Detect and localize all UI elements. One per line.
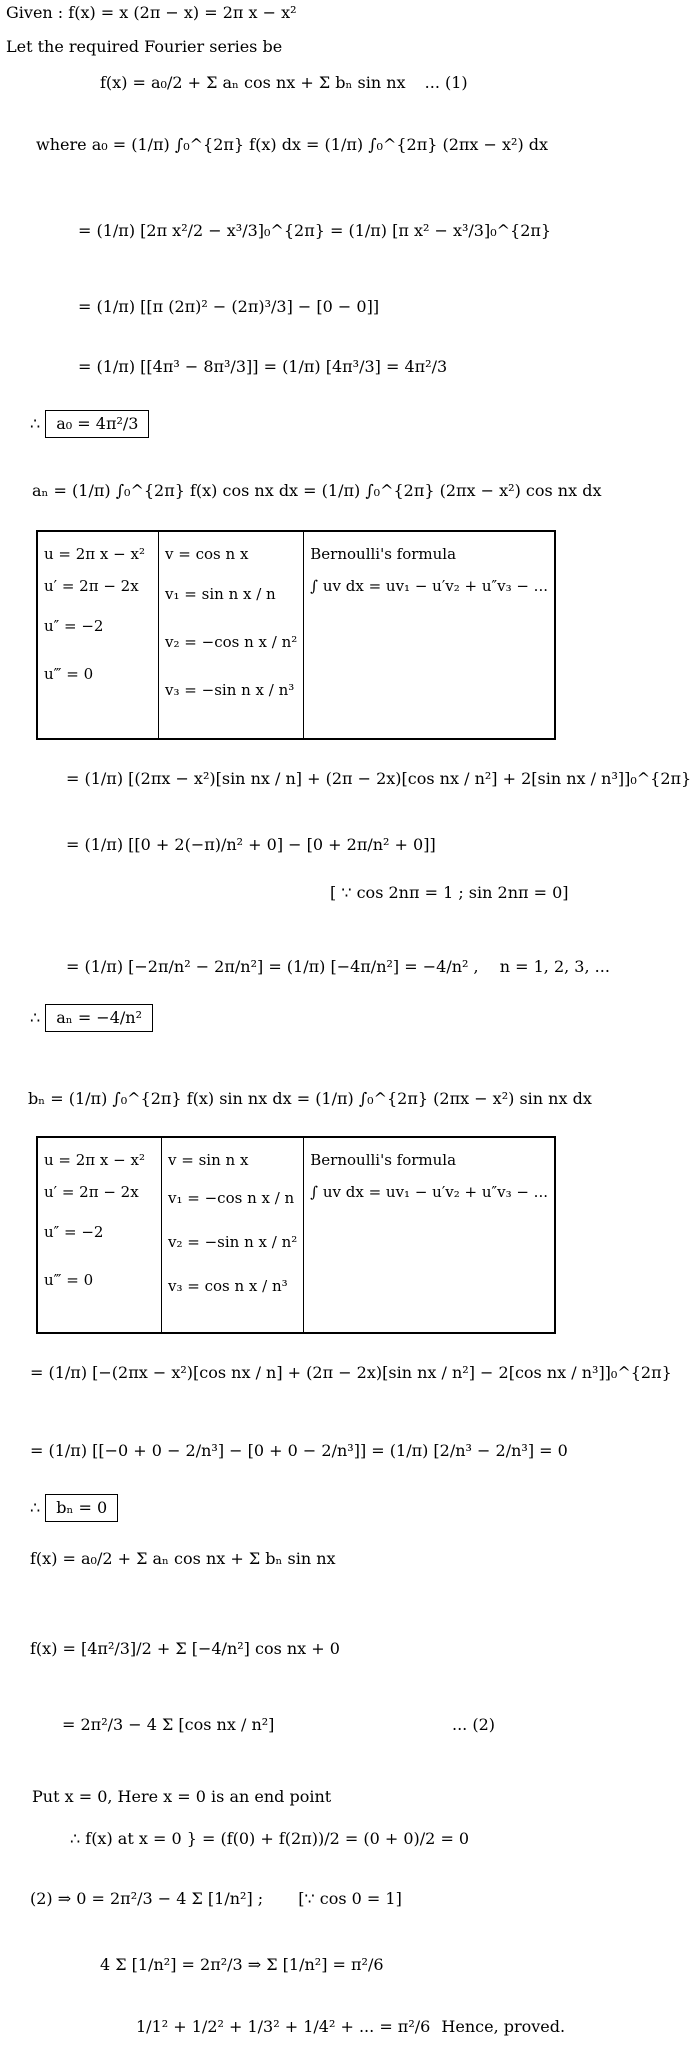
- sub-eq-3-text: = 2π²/3 − 4 Σ [cos nx / n²]: [62, 1715, 275, 1734]
- an-step-1-text: = (1/π) [(2πx − x²)[sin nx / n] + (2π − 2x)[cos nx / n²] + 2[sin nx / n³]]₀^{2π}: [66, 769, 691, 788]
- an-result: [30, 1004, 153, 1032]
- bern-bn-u3: u‴ = 0: [44, 1271, 94, 1289]
- bern-an-v1: v₁ = sin n x / n: [165, 585, 276, 603]
- series-substitution-1: [30, 1550, 336, 1568]
- put-x-text: Put x = 0, Here x = 0 is an end point: [32, 1787, 332, 1806]
- bernoulli-table-an: [36, 530, 556, 740]
- a0-step-3-text: = (1/π) [[4π³ − 8π³/3]] = (1/π) [4π³/3] = 4π²/3: [78, 357, 448, 376]
- bn-step-2: [30, 1442, 568, 1460]
- an-def-text: aₙ = (1/π) ∫₀^{2π} f(x) cos nx dx = (1/π) ∫₀^{2π} (2πx − x²) cos nx dx: [32, 481, 602, 500]
- bn-definition: [28, 1090, 592, 1108]
- an-step-3-text: = (1/π) [−2π/n² − 2π/n²] = (1/π) [−4π/n²] = −4/n² ,: [66, 957, 479, 976]
- bern-bn-title: Bernoulli's formula: [310, 1151, 457, 1169]
- bern-an-formula-column: [304, 531, 555, 739]
- intro-text: Let the required Fourier series be: [6, 37, 283, 56]
- therefore-symbol: ∴: [30, 414, 46, 433]
- endpoint-eq-text: f(x) at x = 0 } = (f(0) + f(2π))/2 = (0 + 0)/2 = 0: [85, 1829, 470, 1848]
- final-eq-text: 1/1² + 1/2² + 1/3² + 1/4² + ... = π²/6: [136, 2017, 431, 2036]
- bern-an-u1: u′ = 2π − 2x: [44, 577, 139, 595]
- where-label: where: [36, 135, 87, 154]
- series-substitution-2: [30, 1640, 340, 1658]
- bern-bn-v2: v₂ = −sin n x / n²: [168, 1233, 298, 1251]
- an-range-text: n = 1, 2, 3, ...: [499, 957, 610, 976]
- therefore-symbol: ∴: [30, 1498, 46, 1517]
- eq2-substitution: [30, 1890, 402, 1908]
- bern-bn-v: v = sin n x: [168, 1151, 249, 1169]
- a0-step-1: [78, 222, 551, 240]
- an-step-2: [66, 836, 436, 854]
- bn-def-text: bₙ = (1/π) ∫₀^{2π} f(x) sin nx dx = (1/π) ∫₀^{2π} (2πx − x²) sin nx dx: [28, 1089, 592, 1108]
- hence-proved-text: Hence, proved.: [441, 2017, 566, 2036]
- bern-bn-v-column: [162, 1137, 304, 1333]
- a0-definition: [36, 136, 548, 154]
- sub-eq-ref: ... (2): [452, 1715, 496, 1734]
- a0-def-text: a₀ = (1/π) ∫₀^{2π} f(x) dx = (1/π) ∫₀^{2π} (2πx − x²) dx: [91, 135, 549, 154]
- an-note-text: [ ∵ cos 2nπ = 1 ; sin 2nπ = 0]: [330, 883, 569, 902]
- an-step-2-text: = (1/π) [[0 + 2(−π)/n² + 0] − [0 + 2π/n² + 0]]: [66, 835, 436, 854]
- final-equation: [136, 2018, 565, 2036]
- bern-bn-u: u = 2π x − x²: [44, 1151, 145, 1169]
- bern-an-u: u = 2π x − x²: [44, 545, 145, 563]
- a0-step-3: [78, 358, 447, 376]
- bern-an-u3: u‴ = 0: [44, 665, 94, 683]
- bn-result: [30, 1494, 118, 1522]
- therefore-symbol: ∴: [70, 1829, 86, 1848]
- a0-result-box: a₀ = 4π²/3: [45, 410, 149, 438]
- bernoulli-table-bn: [36, 1136, 556, 1334]
- series-substitution-3: [62, 1715, 496, 1734]
- bern-an-title: Bernoulli's formula: [310, 545, 457, 563]
- intro-line: [6, 38, 282, 56]
- an-step-3: [66, 958, 610, 976]
- bern-an-v-column: [159, 531, 304, 739]
- bern-bn-u-column: [37, 1137, 162, 1333]
- an-result-box: aₙ = −4/n²: [45, 1004, 153, 1032]
- sum-equation: [100, 1956, 384, 1974]
- bern-bn-u1: u′ = 2π − 2x: [44, 1183, 139, 1201]
- bern-an-u2: u″ = −2: [44, 617, 104, 635]
- bn-step-1: [30, 1364, 672, 1382]
- bern-bn-u2: u″ = −2: [44, 1223, 104, 1241]
- an-note: [330, 884, 569, 902]
- bn-result-box: bₙ = 0: [45, 1494, 118, 1522]
- an-step-1: [66, 770, 691, 788]
- sub-eq-2-text: f(x) = [4π²/3]/2 + Σ [−4/n²] cos nx + 0: [30, 1639, 340, 1658]
- bern-bn-v3: v₃ = cos n x / n³: [168, 1277, 288, 1295]
- an-definition: [32, 482, 601, 500]
- given-line: [6, 4, 297, 22]
- bn-step-1-text: = (1/π) [−(2πx − x²)[cos nx / n] + (2π − 2x)[sin nx / n²] − 2[cos nx / n³]]₀^{2π}: [30, 1363, 672, 1382]
- a0-result: [30, 410, 149, 438]
- series-eq-ref: ... (1): [424, 73, 468, 92]
- bern-an-u-column: [37, 531, 159, 739]
- therefore-symbol: ∴: [30, 1008, 46, 1027]
- a0-step-2-text: = (1/π) [[π (2π)² − (2π)³/3] − [0 − 0]]: [78, 297, 380, 316]
- series-eq-text: f(x) = a₀/2 + Σ aₙ cos nx + Σ bₙ sin nx: [100, 73, 406, 92]
- put-x-line: [32, 1788, 331, 1806]
- bern-bn-formula-column: [304, 1137, 555, 1333]
- bn-step-2-text: = (1/π) [[−0 + 0 − 2/n³] − [0 + 0 − 2/n³]] = (1/π) [2/n³ − 2/n³] = 0: [30, 1441, 568, 1460]
- fourier-series-equation: [100, 74, 468, 92]
- sub-eq-1-text: f(x) = a₀/2 + Σ aₙ cos nx + Σ bₙ sin nx: [30, 1549, 336, 1568]
- eq2-note-text: [∵ cos 0 = 1]: [298, 1889, 402, 1908]
- sum-eq-text: 4 Σ [1/n²] = 2π²/3 ⇒ Σ [1/n²] = π²/6: [100, 1955, 384, 1974]
- bern-an-formula: ∫ uv dx = uv₁ − u′v₂ + u″v₃ − ...: [310, 577, 548, 595]
- endpoint-equation: [70, 1830, 469, 1848]
- bern-bn-v1: v₁ = −cos n x / n: [168, 1189, 295, 1207]
- bern-bn-formula: ∫ uv dx = uv₁ − u′v₂ + u″v₃ − ...: [310, 1183, 548, 1201]
- eq2-sub-text: (2) ⇒ 0 = 2π²/3 − 4 Σ [1/n²] ;: [30, 1889, 264, 1908]
- a0-step-1-text: = (1/π) [2π x²/2 − x³/3]₀^{2π} = (1/π) [π x² − x³/3]₀^{2π}: [78, 221, 552, 240]
- bern-an-v3: v₃ = −sin n x / n³: [165, 681, 295, 699]
- bern-an-v2: v₂ = −cos n x / n²: [165, 633, 298, 651]
- bern-an-v: v = cos n x: [165, 545, 249, 563]
- a0-step-2: [78, 298, 379, 316]
- given-text: Given : f(x) = x (2π − x) = 2π x − x²: [6, 3, 297, 22]
